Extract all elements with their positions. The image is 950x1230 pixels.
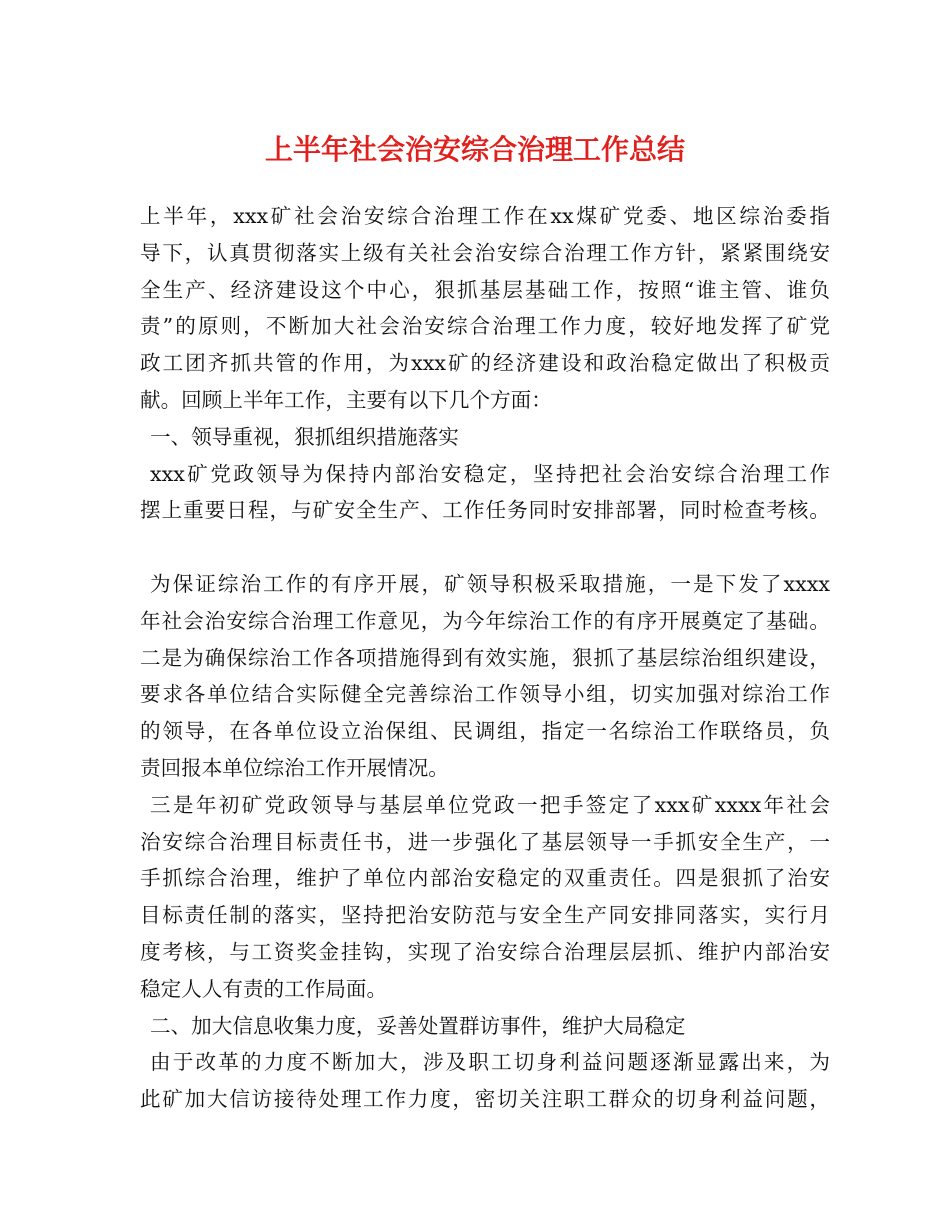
text-line: 手抓综合治理，维护了单位内部治安稳定的双重责任。四是狠抓了治安 <box>140 866 830 891</box>
text-line: 要求各单位结合实际健全完善综治工作领导小组，切实加强对综治工作 <box>140 682 830 707</box>
blank-line <box>140 529 830 566</box>
text-line: 二、加大信息收集力度，妥善处置群访事件，维护大局稳定 <box>150 1013 686 1038</box>
text-line: 献。回顾上半年工作，主要有以下几个方面： <box>140 387 552 412</box>
text-line: 目标责任制的落实，坚持把治安防范与安全生产同安排同落实，实行月 <box>140 903 830 928</box>
text-line: 的领导，在各单位设立治保组、民调组，指定一名综治工作联络员，负 <box>140 719 830 744</box>
text-line: 上半年，xxx矿社会治安综合治理工作在xx煤矿党委、地区综治委指 <box>140 204 830 228</box>
text-line: xxx矿党政领导为保持内部治安稳定，坚持把社会治安综合治理工作 <box>150 461 830 486</box>
document-body <box>140 198 830 1118</box>
text-line: 二是为确保综治工作各项措施得到有效实施，狠抓了基层综治组织建设， <box>140 645 830 670</box>
text-line: 导下，认真贯彻落实上级有关社会治安综合治理工作方针，紧紧围绕安 <box>140 240 830 265</box>
text-line: 责”的原则，不断加大社会治安综合治理工作力度，较好地发挥了矿党 <box>140 314 830 339</box>
text-line: 政工团齐抓共管的作用，为xxx矿的经济建设和政治稳定做出了积极贡 <box>140 351 830 376</box>
text-line: 稳定人人有责的工作局面。 <box>140 976 388 1001</box>
text-line: 度考核，与工资奖金挂钩，实现了治安综合治理层层抓、维护内部治安 <box>140 939 830 964</box>
text-line: 为保证综治工作的有序开展，矿领导积极采取措施，一是下发了xxxx <box>150 571 830 596</box>
text-line: 年社会治安综合治理工作意见，为今年综治工作的有序开展奠定了基础。 <box>140 608 830 633</box>
text-line: 由于改革的力度不断加大，涉及职工切身利益问题逐渐显露出来，为 <box>150 1050 830 1075</box>
text-line: 一、领导重视，狠抓组织措施落实 <box>150 424 459 449</box>
text-line: 治安综合治理目标责任书，进一步强化了基层领导一手抓安全生产，一 <box>140 829 830 854</box>
text-line: 此矿加大信访接待处理工作力度，密切关注职工群众的切身利益问题， <box>140 1087 830 1112</box>
text-line: 摆上重要日程，与矿安全生产、工作任务同时安排部署，同时检查考核。 <box>140 498 830 523</box>
text-line: 三是年初矿党政领导与基层单位党政一把手签定了xxx矿xxxx年社会 <box>150 792 830 817</box>
text-line: 责回报本单位综治工作开展情况。 <box>140 755 449 780</box>
text-line: 全生产、经济建设这个中心，狠抓基层基础工作，按照“谁主管、谁负 <box>140 277 830 302</box>
document-title: 上半年社会治安综合治理工作总结 <box>264 133 685 166</box>
